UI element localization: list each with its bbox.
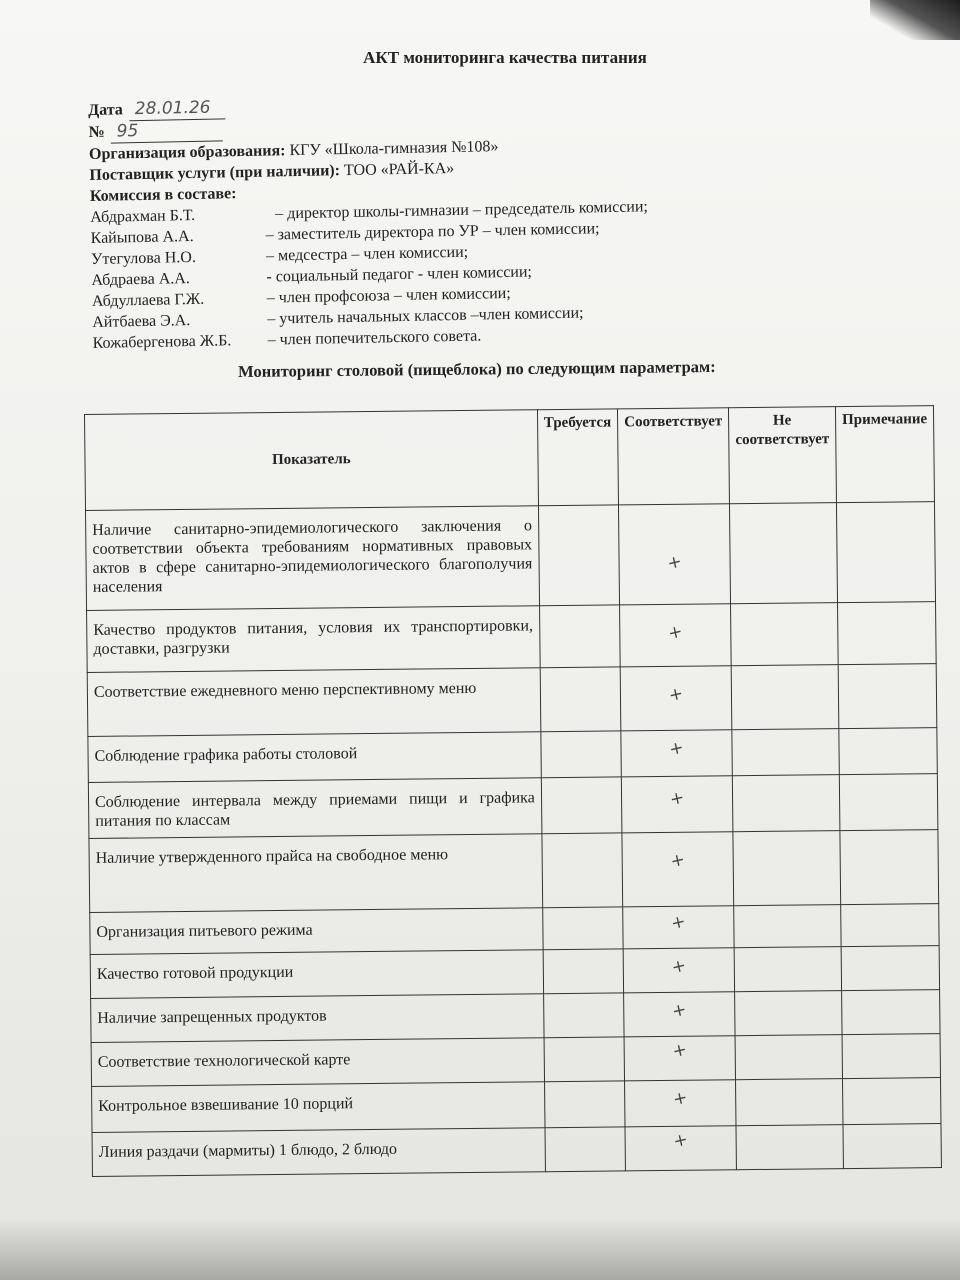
indicator-cell: Соответствие ежедневного меню перспективному меню (87, 668, 540, 737)
complies-cell (623, 906, 734, 949)
indicator-cell: Соответствие технологической карте (91, 1038, 544, 1087)
org-label: Организация образования: (88, 142, 286, 163)
member-name: Абдрахман Б.Т. (90, 206, 196, 226)
required-cell (539, 605, 620, 668)
not-complies-cell (732, 775, 839, 832)
table-row (89, 830, 939, 913)
table-row (92, 1124, 941, 1177)
member-name: Абдуллаева Г.Ж. (91, 290, 205, 310)
member-role: – медсестра – член комиссии; (265, 243, 469, 265)
commission-label: Комиссия в составе: (89, 185, 237, 205)
indicator-cell: Качество продуктов питания, условия их транспортировки, доставки, разгрузки (87, 606, 540, 673)
required-cell (545, 1127, 626, 1172)
not-complies-cell (732, 729, 839, 776)
commission-list (90, 192, 873, 354)
required-cell (542, 907, 623, 950)
background-shadow (870, 0, 960, 40)
column-header: Показатель (85, 410, 539, 511)
complies-mark: + (666, 683, 686, 707)
note-cell (841, 904, 939, 947)
monitoring-table (84, 405, 942, 1177)
column-header: Не соответствует (729, 407, 837, 504)
member-role: – учитель начальных классов –член комиссии; (267, 304, 584, 328)
complies-cell (624, 1036, 735, 1081)
table-row (88, 774, 938, 839)
number-label: № (88, 123, 105, 141)
indicator-cell: Контрольное взвешивание 10 порций (92, 1082, 545, 1133)
date-value: 28.01.26 (129, 97, 225, 121)
indicator-cell: Наличие запрещенных продуктов (91, 994, 544, 1043)
complies-mark: + (669, 955, 689, 979)
member-role: – член профсоюза – член комиссии; (266, 284, 511, 307)
member-role: – директор школы-гимназии – председатель комиссии; (275, 198, 649, 223)
member-name: Абдраева А.А. (91, 270, 191, 289)
complies-cell (620, 666, 732, 731)
required-cell (543, 949, 624, 994)
required-cell (542, 833, 623, 908)
not-complies-cell (736, 1125, 843, 1170)
required-cell (538, 505, 619, 606)
column-header: Соответствует (618, 408, 730, 505)
required-cell (544, 1037, 625, 1082)
member-name: Утегулова Н.О. (90, 248, 197, 268)
supplier-value: ТОО «РАЙ-КА» (343, 159, 455, 180)
complies-mark: + (668, 787, 687, 811)
member-name: Айтбаева Э.А. (92, 312, 191, 331)
not-complies-cell (733, 831, 841, 906)
table-header-row (85, 406, 935, 511)
complies-mark: + (671, 1087, 690, 1111)
column-header: Примечание (835, 406, 934, 503)
note-cell (837, 602, 936, 665)
note-cell (842, 990, 941, 1035)
not-complies-cell (734, 947, 841, 992)
complies-mark: + (670, 999, 689, 1023)
note-cell (840, 830, 939, 905)
table-row (86, 502, 936, 611)
section-subtitle: Мониторинг столовой (пищеблока) по следующим параметрам: (238, 356, 716, 381)
note-cell (839, 774, 938, 831)
not-complies-cell (731, 665, 838, 730)
not-complies-cell (735, 1035, 842, 1080)
complies-cell (621, 776, 733, 833)
complies-mark: + (665, 551, 684, 575)
indicator-cell: Линия раздачи (мармиты) 1 блюдо, 2 блюдо (92, 1128, 545, 1177)
complies-mark: + (667, 737, 686, 761)
org-value: КГУ «Школа-гимназия №108» (289, 138, 499, 160)
member-role: – заместитель директора по УР – член комиссии; (265, 220, 600, 244)
indicator-cell: Соблюдение графика работы столовой (88, 732, 541, 783)
number-value: 95 (110, 119, 222, 143)
complies-cell (620, 604, 732, 667)
member-role: - социальный педагог - член комиссии; (266, 263, 533, 286)
member-name: Кайыпова А.А. (90, 227, 194, 247)
required-cell (540, 667, 621, 732)
required-cell (541, 777, 622, 834)
indicator-cell: Качество готовой продукции (90, 950, 543, 999)
table-row (87, 664, 937, 737)
not-complies-cell (735, 991, 842, 1036)
paper-shadow (0, 1220, 960, 1280)
table-row (87, 602, 937, 673)
complies-cell (623, 948, 734, 993)
complies-cell (619, 504, 731, 605)
complies-mark: + (666, 621, 685, 645)
not-complies-cell (736, 1079, 843, 1126)
required-cell (544, 1081, 625, 1128)
date-label: Дата (88, 101, 124, 119)
required-cell (541, 731, 622, 778)
act-header (88, 85, 873, 354)
required-cell (543, 993, 624, 1038)
not-complies-cell (730, 503, 838, 604)
complies-cell (624, 992, 735, 1037)
note-cell (838, 664, 937, 729)
complies-cell (621, 730, 732, 777)
note-cell (842, 1078, 941, 1125)
complies-mark: + (668, 849, 687, 873)
supplier-label: Поставщик услуги (при наличии): (89, 162, 341, 184)
indicator-cell: Соблюдение интервала между приемами пищи и графика питания по классам (88, 778, 541, 839)
column-header: Требуется (537, 409, 618, 506)
member-name: Кожабергенова Ж.Б. (92, 332, 232, 352)
complies-mark: + (669, 911, 688, 935)
document-title: АКТ мониторинга качества питания (363, 48, 647, 67)
note-cell (839, 728, 938, 775)
member-role: – член попечительского совета. (267, 327, 482, 349)
note-cell (843, 1124, 942, 1169)
complies-cell (622, 832, 734, 907)
indicator-cell: Наличие санитарно-эпидемиологического заключения о соответствии объекта требованиям нормативных правовых актов в сфере санитарно-эпидемиологического благополучия населения (86, 506, 540, 611)
complies-mark: + (671, 1129, 690, 1153)
complies-cell (625, 1080, 736, 1127)
complies-cell (625, 1126, 736, 1171)
not-complies-cell (731, 603, 838, 666)
indicator-cell: Наличие утвержденного прайса на свободное меню (89, 834, 542, 913)
complies-mark: + (670, 1039, 689, 1063)
note-cell (841, 946, 940, 991)
not-complies-cell (734, 905, 841, 948)
note-cell (836, 502, 935, 603)
note-cell (842, 1034, 941, 1079)
indicator-cell: Организация питьевого режима (90, 908, 543, 955)
